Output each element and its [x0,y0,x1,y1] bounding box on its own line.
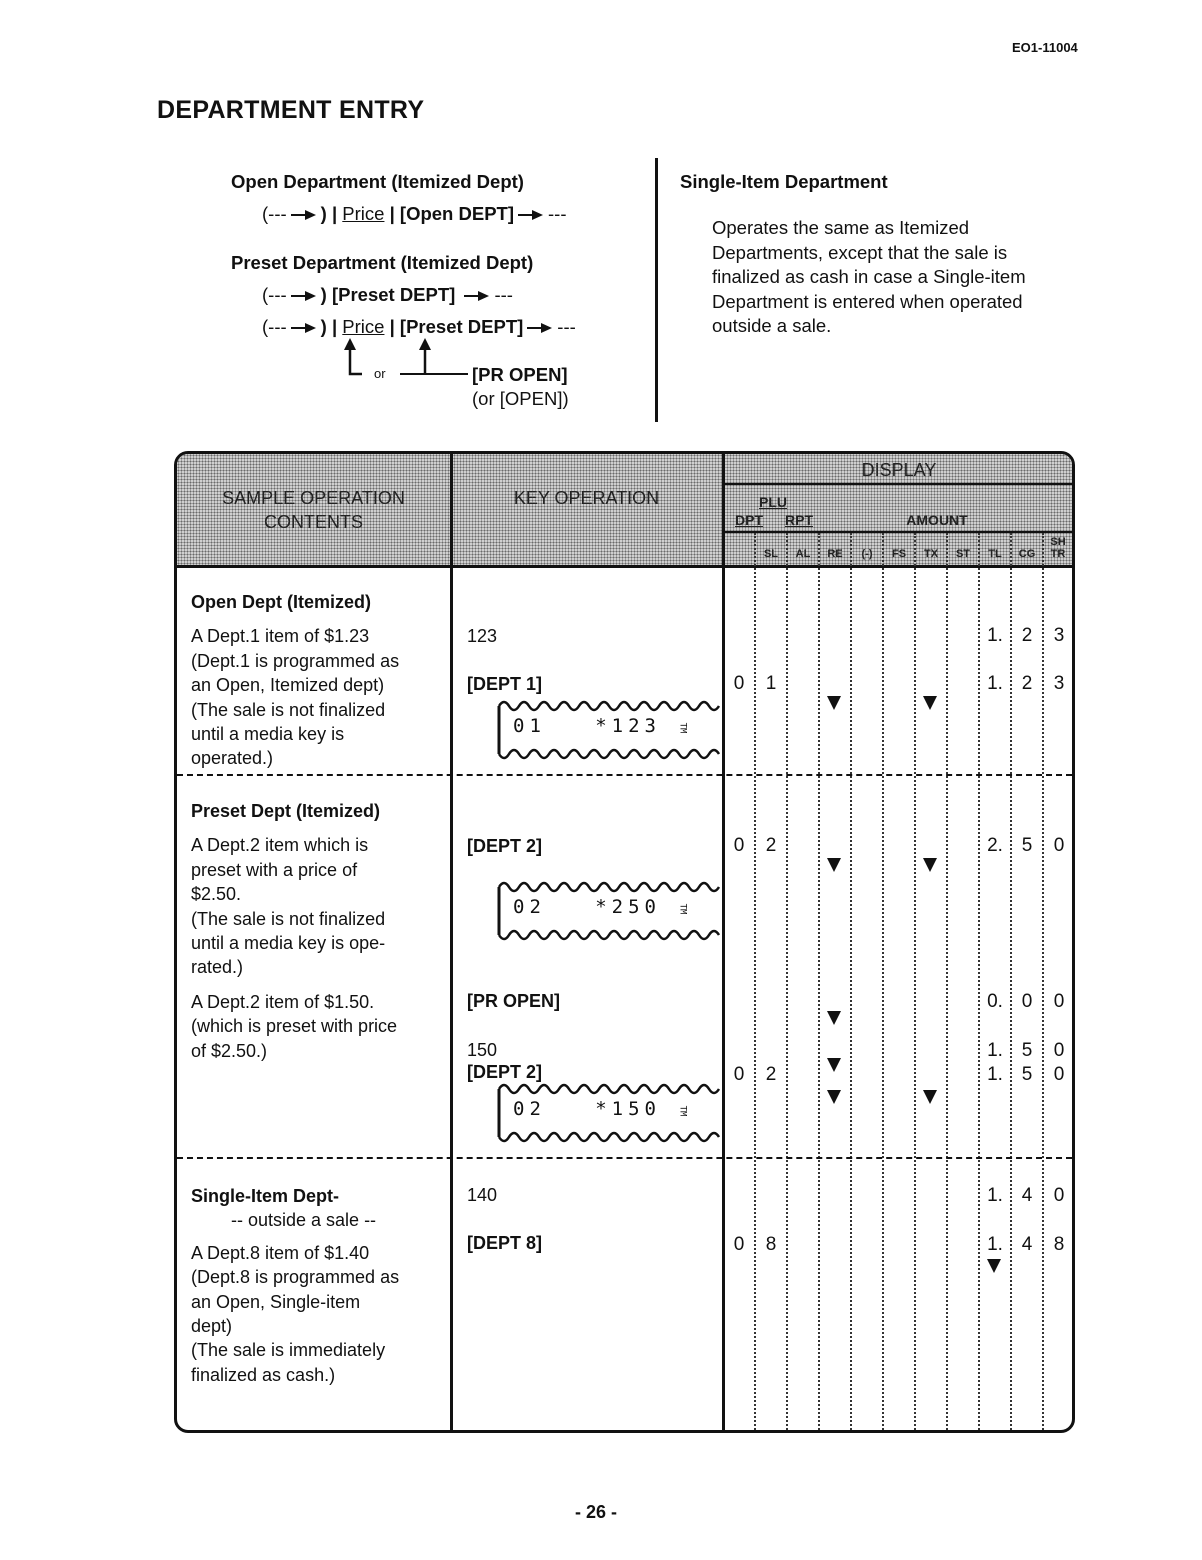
display-digit: 3 [1053,625,1065,646]
display-digit: 1. [987,673,1003,694]
section-title: Open Dept (Itemized) [191,592,372,612]
flow-price: Price [342,203,385,224]
indicator-re: RE [827,548,843,560]
up-arrows-connector-icon [340,338,470,382]
display-dpt-digit: 0 [733,835,745,856]
description-line: finalized as cash.) [191,1364,336,1385]
flow-prefix: (--- [262,316,287,337]
section-single-item [191,1184,399,1387]
single-item-heading: Single-Item Department [680,171,888,192]
description-line: an Open, Itemized dept) [191,675,385,696]
arrow-right-icon [291,291,317,301]
indicator-sl: SL [763,548,779,560]
receipt-dept: 02 [513,1098,546,1120]
description-line: A Dept.2 item of $1.50. [191,991,375,1012]
indicator-tx-triangle-icon [923,1090,937,1104]
receipt-dept: 02 [513,896,546,918]
receipt-mark: TM [677,903,688,915]
display-digit: 0 [1053,835,1065,856]
display-digit: 0 [1053,991,1065,1012]
flow-suffix: --- [548,203,567,224]
description-line: (which is preset with price [191,1016,398,1037]
section-title: Preset Dept (Itemized) [191,801,381,821]
description-line: until a media key is ope- [191,933,386,954]
or-open-key: (or [OPEN]) [472,388,569,409]
description-line: until a media key is [191,724,345,745]
description-line: (Dept.1 is programmed as [191,650,400,671]
description-line: (The sale is not finalized [191,908,386,929]
key-entry: 140 [467,1185,498,1205]
indicator-minus: (-) [861,548,873,560]
receipt-line [513,715,688,737]
display-digit: 1. [987,1234,1003,1255]
header-contents-line2: CONTENTS [264,512,363,532]
flow-key: [Preset DEPT] [399,316,524,337]
flow-key: [Open DEPT] [399,203,515,224]
display-dpt-digit: 2 [765,1064,777,1085]
preset-dept-flow-1 [262,284,513,306]
header-rpt: RPT [785,512,813,528]
display-digit: 8 [1053,1234,1065,1255]
header-contents-line1: SAMPLE OPERATION [222,488,405,508]
flow-prefix: (--- [262,203,287,224]
header-plu: PLU [759,494,787,510]
display-digit: 5 [1021,1040,1033,1061]
description-line: of $2.50.) [191,1040,268,1061]
indicator-st: ST [955,548,971,560]
section-subtitle: -- outside a sale -- [231,1210,377,1231]
row-separator [177,1157,1072,1159]
display-digit: 1. [987,1040,1003,1061]
sample-operation-table [174,451,1075,1433]
section-open-dept [191,590,399,771]
header-bottom-line [177,565,1072,568]
description-line: preset with a price of [191,859,358,880]
indicator-re-triangle-icon [827,1058,841,1072]
indicator-re-triangle-icon [827,858,841,872]
display-col-line [1042,533,1044,1430]
display-dpt-digit: 0 [733,1234,745,1255]
display-col-line [882,533,884,1430]
flow-prefix: (--- [262,284,287,305]
description-line: A Dept.2 item which is [191,835,369,856]
flow-suffix: --- [557,316,576,337]
col-divider-1 [450,454,453,1430]
display-digit: 4 [1021,1185,1033,1206]
header-dpt: DPT [735,512,763,528]
indicator-sh-tr: SH TR [1050,536,1066,560]
receipt-amount: *123 [595,715,661,737]
description-line: an Open, Single-item [191,1291,361,1312]
display-digit: 4 [1021,1234,1033,1255]
or-label: or [374,366,386,381]
column-divider [655,158,658,422]
section-title: Single-Item Dept- [191,1186,340,1206]
indicator-re-triangle-icon [827,1011,841,1025]
indicator-tx: TX [923,548,939,560]
header-key-operation: KEY OPERATION [513,488,660,508]
flow-suffix: --- [494,284,513,305]
receipt-amount: *150 [595,1098,661,1120]
flow-price: Price [342,316,385,337]
key-entry: [DEPT 8] [467,1233,543,1253]
display-digit: 5 [1021,835,1033,856]
flow-key: ) [Preset DEPT] [320,284,456,305]
display-dpt-digit: 2 [765,835,777,856]
indicator-tx-triangle-icon [923,696,937,710]
page-number: - 26 - [575,1502,618,1522]
display-digit: 1. [987,625,1003,646]
description-line: dept) [191,1316,233,1337]
header-contents [177,486,450,534]
key-entry: 150 [467,1040,498,1060]
display-dpt-digit: 1 [765,673,777,694]
receipt-dept: 01 [513,715,546,737]
display-subdivider [723,531,1075,533]
display-col-line [978,533,980,1430]
indicator-tx-triangle-icon [923,858,937,872]
pr-open-key: [PR OPEN] [472,364,568,385]
indicator-tl-triangle-icon [987,1259,1001,1273]
description-line: (The sale is not finalized [191,699,386,720]
header-amount: AMOUNT [906,512,968,528]
display-digit: 2. [987,835,1003,856]
header-display: DISPLAY [861,460,937,480]
display-digit: 0. [987,991,1003,1012]
key-entry: 123 [467,626,498,646]
display-digit: 3 [1053,673,1065,694]
display-dpt-digit: 0 [733,673,745,694]
display-digit: 1. [987,1064,1003,1085]
display-col-line [850,533,852,1430]
receipt-mark: TM [677,1105,688,1117]
description-line: A Dept.1 item of $1.23 [191,626,370,647]
indicator-re-triangle-icon [827,696,841,710]
arrow-right-icon [518,210,544,220]
arrow-right-icon [464,291,490,301]
display-digit: 0 [1053,1040,1065,1061]
description-line: $2.50. [191,884,242,905]
description-line: A Dept.8 item of $1.40 [191,1242,370,1263]
open-dept-flow: (--- ) | Price | [Open DEPT] --- [262,203,567,224]
display-digit: 5 [1021,1064,1033,1085]
display-col-line [786,533,788,1430]
arrow-right-icon [527,323,553,333]
description-line: rated.) [191,957,244,978]
display-col-line [914,533,916,1430]
receipt-line [513,896,688,918]
arrow-right-icon [291,323,317,333]
section-preset-dept [191,799,397,1063]
receipt-mark: TM [677,722,688,734]
indicator-al: AL [795,548,811,560]
preset-dept-heading: Preset Department (Itemized Dept) [231,252,534,273]
display-divider [723,483,1075,485]
display-digit: 0 [1053,1064,1065,1085]
display-digit: 1. [987,1185,1003,1206]
display-col-line [1010,533,1012,1430]
display-digit: 0 [1053,1185,1065,1206]
single-item-description: Operates the same as Itemized Departments, except that the sale is finalized as cash in case a Single-item Department is entered when operated outside a sale. [712,217,1026,336]
description-line: (The sale is immediately [191,1340,386,1361]
key-entry: [DEPT 1] [467,674,543,694]
indicator-cg: CG [1018,548,1036,560]
page-title: DEPARTMENT ENTRY [157,96,425,124]
receipt-amount: *250 [595,896,661,918]
display-col-line [754,533,756,1430]
document-number: EO1-11004 [1012,40,1078,55]
flow-close: ) [320,316,327,337]
indicator-tl: TL [988,548,1002,560]
preset-dept-flow-2: (--- ) | Price | [Preset DEPT] --- [262,316,576,337]
key-entry: [PR OPEN] [467,991,561,1011]
receipt-print [497,698,719,758]
key-entry: [DEPT 2] [467,1062,543,1082]
indicator-re-triangle-icon [827,1090,841,1104]
display-dpt-digit: 8 [765,1234,777,1255]
indicator-fs: FS [891,548,907,560]
display-dpt-digit: 0 [733,1064,745,1085]
display-digit: 2 [1021,625,1033,646]
display-col-line [946,533,948,1430]
description-line: operated.) [191,748,274,769]
flow-close: ) [320,203,327,224]
row-separator [177,774,1072,776]
receipt-print [497,879,719,939]
description-line: (Dept.8 is programmed as [191,1267,400,1288]
display-digit: 0 [1021,991,1033,1012]
receipt-line [513,1098,688,1120]
open-dept-heading: Open Department (Itemized Dept) [231,171,524,192]
arrow-right-icon [291,210,317,220]
display-col-line [818,533,820,1430]
display-digit: 2 [1021,673,1033,694]
key-entry: [DEPT 2] [467,836,543,856]
receipt-print [497,1081,719,1141]
